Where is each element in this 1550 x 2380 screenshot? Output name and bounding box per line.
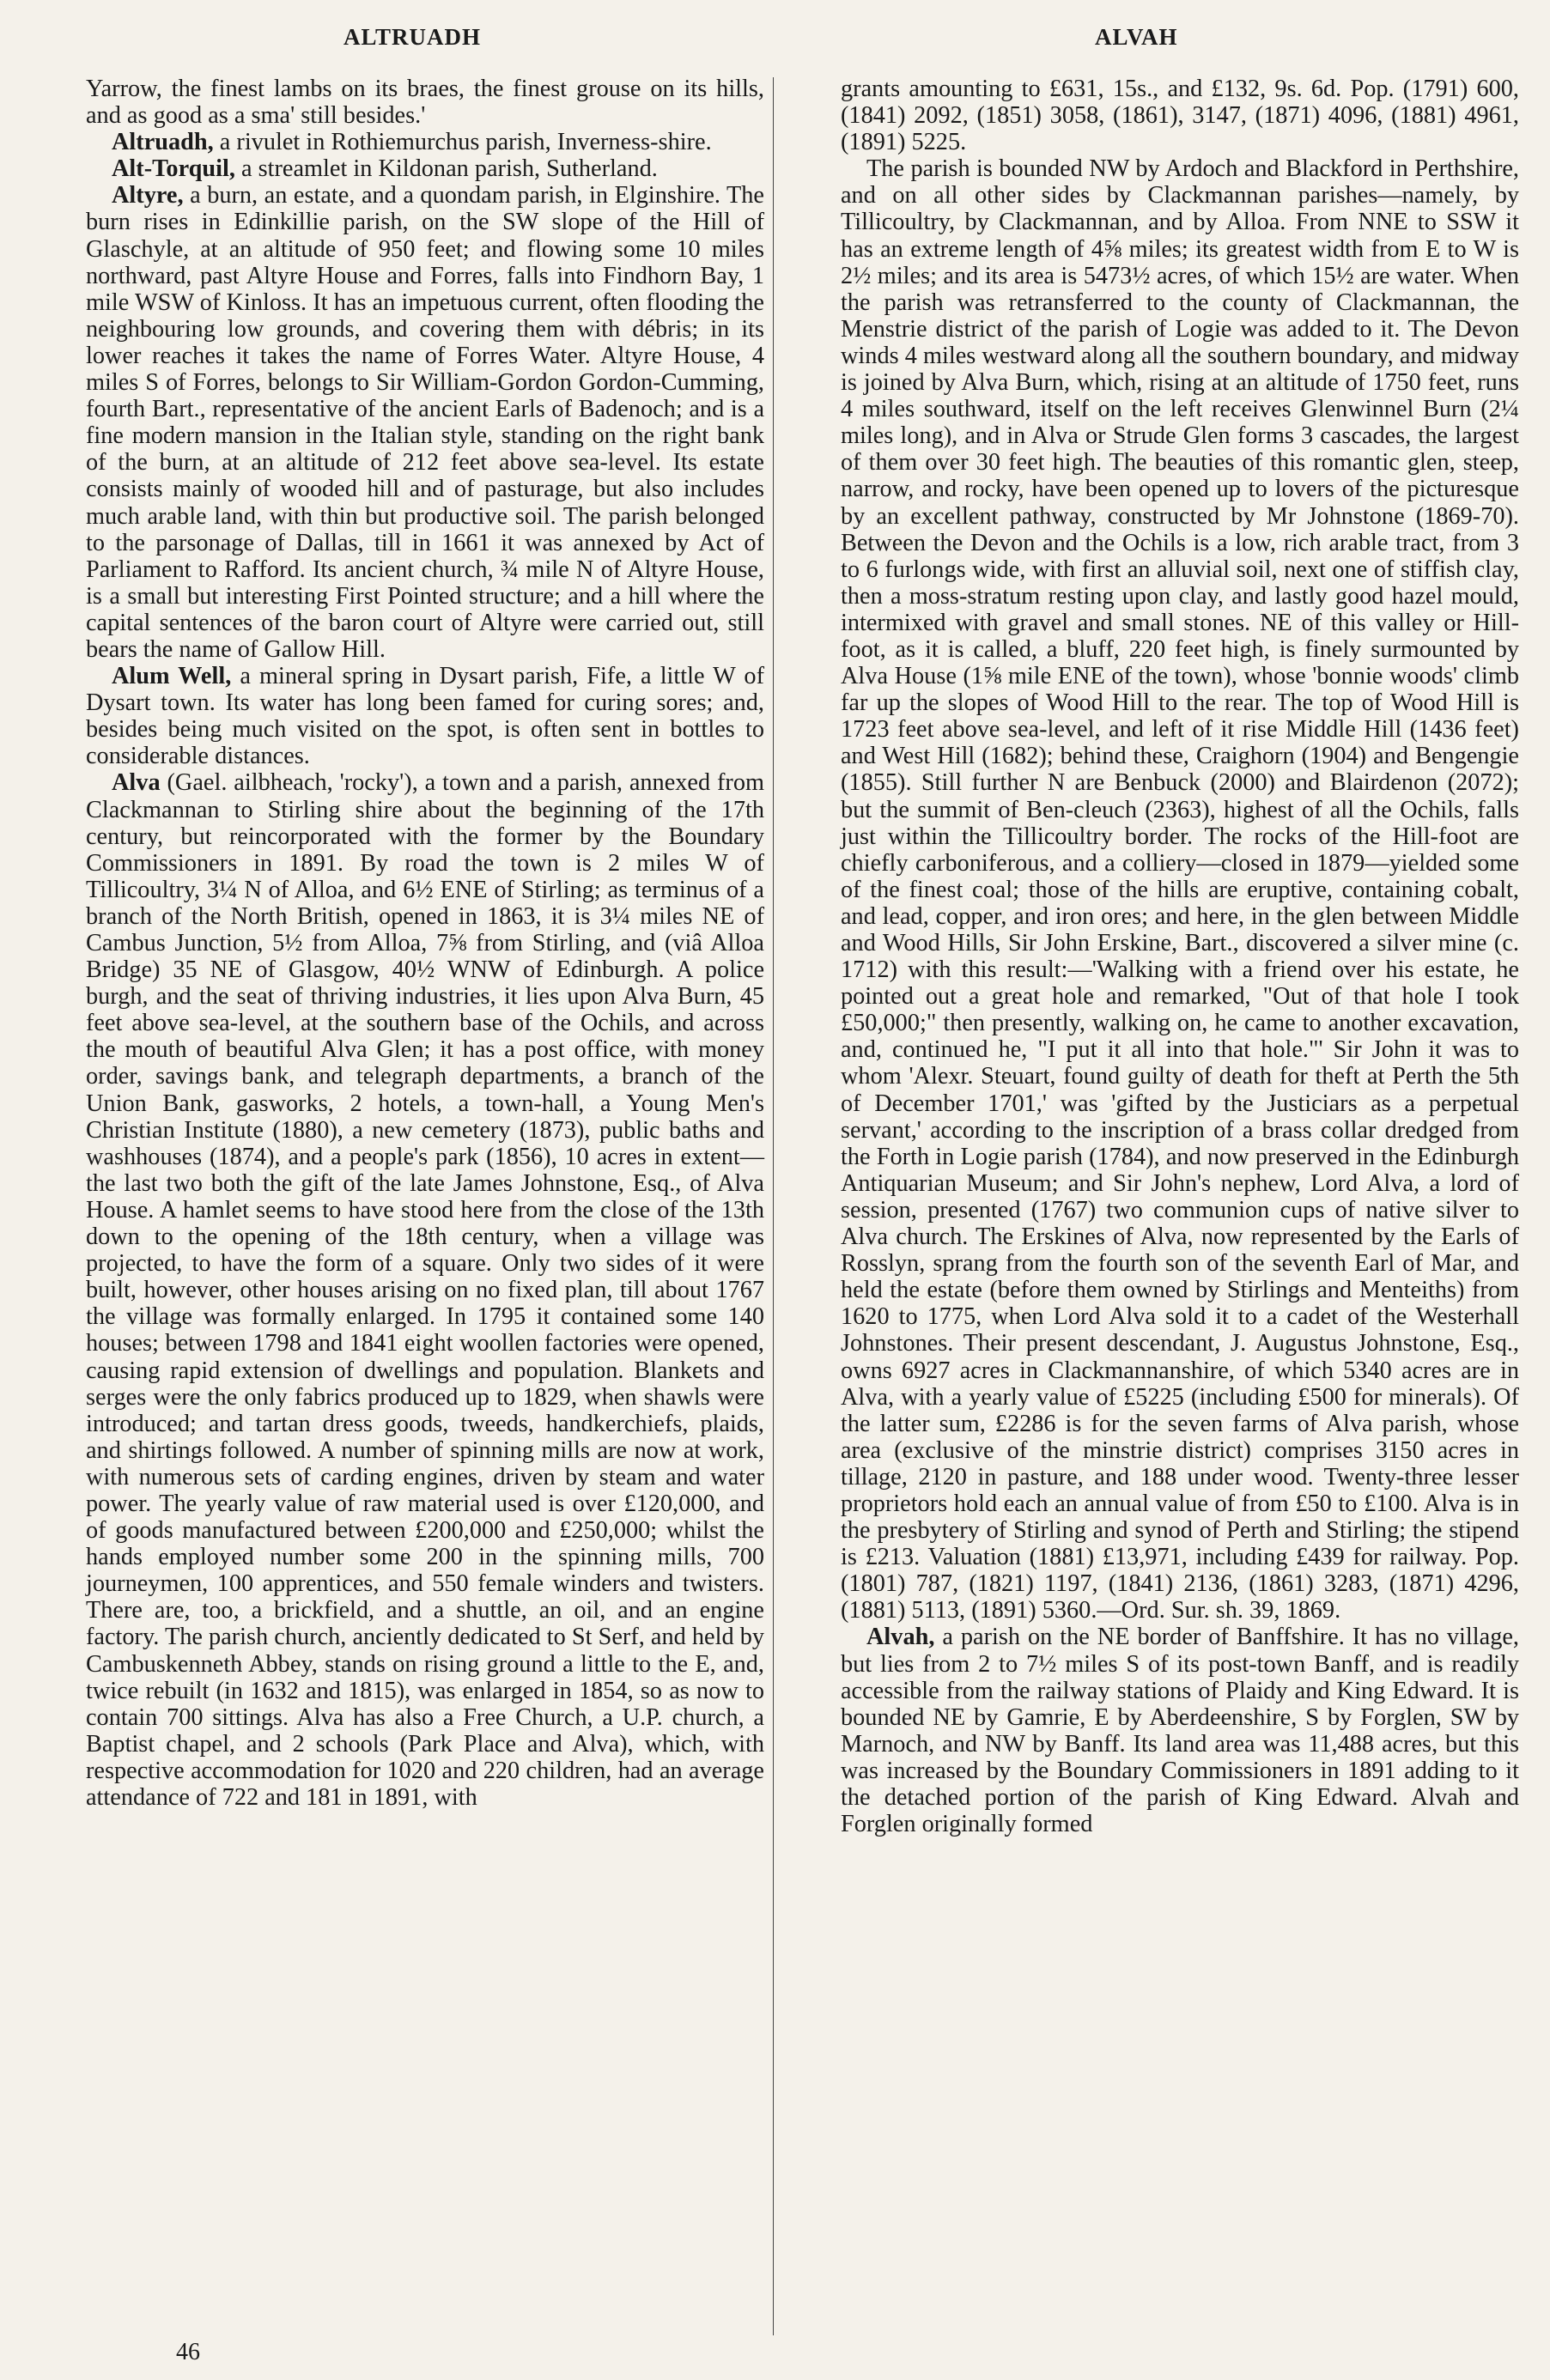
right-column [841,76,1519,1837]
entry-altyre [86,182,764,663]
text-columns [86,76,1519,1837]
entry-text: a parish on the NE border of Banffshire. It has no village, but lies from 2 to 7½ miles S of its post-town Banff, and is readily accessible from the railway stations of Plaidy and King Edward. It is bounded NE by Gamrie, E by Aberdeenshire, S by Forglen, SW by Marnoch, and NW by Banff. Its land area was 11,488 acres, but this was increased by the Boundary Commissioners in 1891 adding to it the detached portion of the parish of King Edward. Alvah and Forglen originally formed [841,1624,1519,1838]
entry-altruadh [86,129,764,155]
entry-text: a streamlet in Kildonan parish, Sutherland. [234,155,658,183]
headword: Alvah, [866,1624,935,1651]
headword: Altruadh, [112,129,214,156]
entry-alt-torquil [86,155,764,182]
entry-text: a rivulet in Rothiemurchus parish, Inverness-shire. [213,129,712,156]
entry-text: a mineral spring in Dysart parish, Fife, a little W of Dysart town. Its water has long been famed for curing sores; and, besides being much visited on the spot, is often sent in bottles to considerable distances. [86,663,764,770]
page-header [86,15,1519,76]
entry-alva [86,769,764,1811]
running-head-left: ALTRUADH [343,24,482,50]
paragraph-alva-parish: The parish is bounded NW by Ardoch and Blackford in Perthshire, and on all other sides by Clackmannan parishes—namely, by Tillicoultry, by Clackmannan, and by Alloa. From NNE to SSW it has an extreme length of 4⅝ miles; its greatest width from E to W is 2½ miles; and its area is 5473½ acres, of which 15½ are water. When the parish was retransferred to the county of Clackmannan, the Menstrie district of the parish of Logie was added to it. The Devon winds 4 miles westward along all the southern boundary, and midway is joined by Alva Burn, which, rising at an altitude of 1750 feet, runs 4 miles southward, itself on the left receives Glenwinnel Burn (2¼ miles long), and in Alva or Strude Glen forms 3 cascades, the largest of them over 30 feet high. The beauties of this romantic glen, steep, narrow, and rocky, have been opened up to lovers of the picturesque by an excellent pathway, constructed by Mr Johnstone (1869-70). Between the Devon and the Ochils is a low, rich arable tract, from 3 to 6 furlongs wide, with first an alluvial soil, next one of stiffish clay, then a moss-stratum resting upon clay, and lastly good hazel mould, intermixed with gravel and small stones. NE of this valley or Hill-foot, as it is called, a bluff, 220 feet high, is finely surmounted by Alva House (1⅝ mile ENE of the town), whose 'bonnie woods' climb far up the slopes of Wood Hill to the rear. The top of Wood Hill is 1723 feet above sea-level, and left of it rise Middle Hill (1436 feet) and West Hill (1682); behind these, Craighorn (1904) and Bengengie (1855). Still further N are Benbuck (2000) and Blairdenon (2072); but the summit of Ben-cleuch (2363), highest of all the Ochils, falls just within the Tillicoultry border. The rocks of the Hill-foot are chiefly carboniferous, and a colliery—closed in 1879—yielded some of the finest coal; those of the hills are eruptive, containing cobalt, and lead, copper, and iron ores; and here, in the glen between Middle and Wood Hills, Sir John Erskine, Bart., discovered a silver mine (c. 1712) with this result:—'Walking with a friend over his estate, he pointed out a great hole and remarked, "Out of that hole I took £50,000;" then presently, walking on, he came to another excavation, and, continued he, "I put it all into that hole."' Sir John it was to whom 'Alexr. Steuart, found guilty of death for theft at Perth the 5th of December 1701,' was 'gifted by the Justiciars as a perpetual servant,' according to the inscription of a brass collar dredged from the Forth in Logie parish (1784), and now preserved in the Edinburgh Antiquarian Museum; and Sir John's nephew, Lord Alva, a lord of session, presented (1767) two communion cups of native silver to Alva church. The Erskines of Alva, now represented by the Earls of Rosslyn, sprang from the fourth son of the seventh Earl of Mar, and held the estate (before them owned by Stirlings and Menteiths) from 1620 to 1775, when Lord Alva sold it to a cadet of the Westerhall Johnstones. Their present descendant, J. Augustus Johnstone, Esq., owns 6927 acres in Clackmannanshire, of which 5340 acres are in Alva, with a yearly value of £5225 (including £500 for minerals). Of the latter sum, £2286 is for the seven farms of Alva parish, whose area (exclusive of the minstrie district) comprises 3150 acres in tillage, 2120 in pasture, and 188 under wood. Twenty-three lesser proprietors hold each an annual value of from £50 to £100. Alva is in the presbytery of Stirling and synod of Perth and Stirling; the stipend is £213. Valuation (1881) £13,971, including £439 for railway. Pop. (1801) 787, (1821) 1197, (1841) 2136, (1861) 3283, (1871) 4296, (1881) 5113, (1891) 5360.—Ord. Sur. sh. 39, 1869. [841,155,1519,1624]
headword: Altyre, [112,182,184,209]
entry-alum-well [86,663,764,769]
left-column [86,76,764,1837]
entry-text: (Gael. ailbheach, 'rocky'), a town and a parish, annexed from Clackmannan to Stirling shire about the beginning of the 17th century, but reincorporated with the former by the Boundary Commissioners in 1891. By road the town is 2 miles W of Tillicoultry, 3¼ N of Alloa, and 6½ ENE of Stirling; as terminus of a branch of the North British, opened in 1863, it is 3¼ miles NE of Cambus Junction, 5½ from Alloa, 7⅝ from Stirling, and (viâ Alloa Bridge) 35 NE of Glasgow, 40½ WNW of Edinburgh. A police burgh, and the seat of thriving industries, it lies upon Alva Burn, 45 feet above sea-level, at the southern base of the Ochils, and across the mouth of beautiful Alva Glen; it has a post office, with money order, savings bank, and telegraph departments, a branch of the Union Bank, gasworks, 2 hotels, a town-hall, a Young Men's Christian Institute (1880), a new cemetery (1873), public baths and washhouses (1874), and a people's park (1856), 10 acres in extent—the last two both the gift of the late James Johnstone, Esq., of Alva House. A hamlet seems to have stood here from the close of the 13th down to the opening of the 18th century, when a village was projected, to have the form of a square. Only two sides of it were built, however, other houses arising on no fixed plan, till about 1767 the village was formally enlarged. In 1795 it contained some 140 houses; between 1798 and 1841 eight woollen factories were opened, causing rapid extension of dwellings and population. Blankets and serges were the only fabrics produced up to 1829, when shawls were introduced; and tartan dress goods, tweeds, handkerchiefs, plaids, and shirtings followed. A number of spinning mills are now at work, with numerous sets of carding engines, driven by steam and water power. The yearly value of raw material used is over £120,000, and of goods manufactured between £200,000 and £250,000; whilst the hands employed number some 200 in the spinning mills, 700 journeymen, 100 apprentices, and 550 female winders and twisters. There are, too, a brickfield, and a shuttle, an oil, and an engine factory. The parish church, anciently dedicated to St Serf, and held by Cambuskenneth Abbey, stands on rising ground a little to the E, and, twice rebuilt (in 1632 and 1815), was enlarged in 1854, so as now to contain 700 sittings. Alva has also a Free Church, a U.P. church, a Baptist chapel, and 2 schools (Park Place and Alva), which, with respective accommodation for 1020 and 220 children, had an average attendance of 722 and 181 in 1891, with [86,769,764,1811]
entry-continuation: Yarrow, the finest lambs on its braes, the finest grouse on its hills, and as good as a sma' still besides.' [86,76,764,130]
entry-alvah [841,1624,1519,1837]
entry-continuation: grants amounting to £631, 15s., and £132, 9s. 6d. Pop. (1791) 600, (1841) 2092, (1851) 3058, (1861), 3147, (1871) 4096, (1881) 4961, (1891) 5225. [841,76,1519,156]
column-divider [773,77,774,2335]
headword: Alt-Torquil, [112,155,235,183]
entry-text: a burn, an estate, and a quondam parish, in Elginshire. The burn rises in Edinkillie parish, on the SW slope of the Hill of Glaschyle, at an altitude of 950 feet; and flowing some 10 miles northward, past Altyre House and Forres, falls into Findhorn Bay, 1 mile WSW of Kinloss. It has an impetuous current, often flooding the neighbouring low grounds, and covering them with débris; in its lower reaches it takes the name of Forres Water. Altyre House, 4 miles S of Forres, belongs to Sir William-Gordon Gordon-Cumming, fourth Bart., representative of the ancient Earls of Badenoch; and is a fine modern mansion in the Italian style, standing on the right bank of the burn, at an altitude of 212 feet above sea-level. Its estate consists mainly of wooded hill and of pasturage, but also includes much arable land, with thin but productive soil. The parish belonged to the parsonage of Dallas, till in 1661 it was annexed by Act of Parliament to Rafford. Its ancient church, ¾ mile N of Altyre House, is a small but interesting First Pointed structure; and a hill where the capital sentences of the baron court of Altyre were carried out, still bears the name of Gallow Hill. [86,182,764,663]
headword: Alva [112,769,161,797]
running-head-right: ALVAH [1095,24,1178,50]
page-number: 46 [176,2339,200,2365]
headword: Alum Well, [112,663,232,690]
